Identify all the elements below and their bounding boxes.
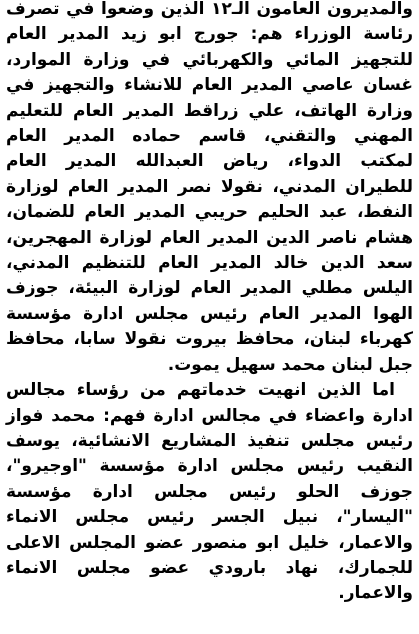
article-paragraph-directors-placed: والمديرون العامون الـ١٢ الذين وضعوا في تصرف رئاسة الوزراء هم: جورج ابو زيد المدير العام للتجهيز المائي والكهربائي في وزارة الموارد، غسان عاصي المدير العام للانشاء والتجهيز في وزارة الهاتف، علي زراقط المدير العام للتعليم المهني والتقني، قاسم حماده المدير العام لمكتب الدواء، رياض العبدالله المدير العام للطيران المدني، نقولا نصر المدير العام لوزارة النفط، عبد الحليم حريبي المدير العام للضمان، هشام ناصر الدين المدير العام لوزارة المهجرين، سعد الدين خالد المدير العام للتنظيم المدني، اليلس مطلي المدير العام لوزارة البيئة، جوزف الهوا المدير العام رئيس مجلس ادارة مؤسسة كهرباء لبنان، محافظ بيروت نقولا سابا، محافظ جبل لبنان محمد سهيل يموت. — [6, 0, 413, 375]
article-paragraph-services-terminated: اما الذين انهيت خدماتهم من رؤساء مجالس ادارة واعضاء في مجالس ادارة فهم: محمد فواز رئيس مجلس تنفيذ المشاريع الانشائية، يوسف النقيب رئيس مجلس ادارة مؤسسة "اوجيرو"، جوزف الحلو رئيس مجلس ادارة مؤسسة "اليسار"، نبيل الجسر رئيس مجلس الانماء والاعمار، خليل ابو منصور عضو المجلس الاعلى للجمارك، نهاد بارودي عضو مجلس الانماء والاعمار. — [6, 380, 413, 604]
